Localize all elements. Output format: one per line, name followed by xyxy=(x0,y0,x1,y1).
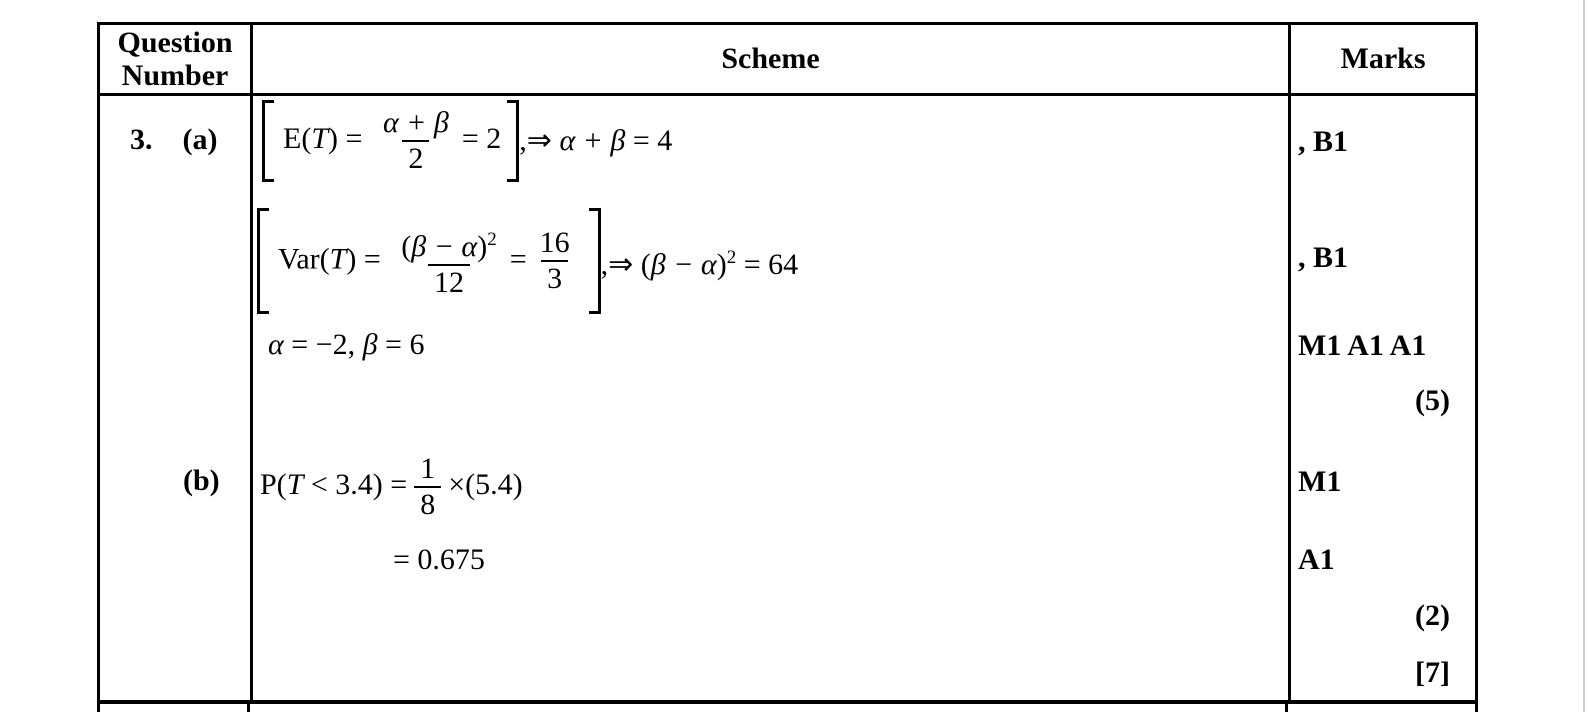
header-scheme xyxy=(253,25,1291,93)
marks-cell xyxy=(1291,96,1475,700)
eq-expectation-conclusion: ,⇒ α + β = 4 xyxy=(519,124,673,157)
bracket-right xyxy=(507,100,519,182)
fraction: $\frac{1}{8}$ xyxy=(414,452,441,522)
eq-variance-conclusion: ,⇒ $(\beta - \alpha)^2 = 64$ xyxy=(600,246,799,281)
table-continuation-stub xyxy=(97,704,100,712)
header-question-line1: Question xyxy=(117,26,233,59)
bracket-left xyxy=(262,100,274,182)
part-b-label: (b) xyxy=(183,464,220,497)
table-continuation-stub xyxy=(247,704,250,712)
mark-b1-second: , B1 xyxy=(1298,241,1349,274)
eq-expectation-line xyxy=(262,100,672,182)
table-continuation-stub xyxy=(1285,704,1288,712)
fraction: $\frac{\alpha + \beta}{2}$ xyxy=(382,106,449,175)
eq-alpha-beta-values: α = −2, β = 6 xyxy=(268,328,425,361)
part-a-label: (a) xyxy=(182,123,218,156)
eq-probability-inside: P(T < 3.4) = $\frac{1}{8}$ ×(5.4) xyxy=(260,452,523,521)
mark-b1-first: , B1 xyxy=(1298,125,1349,158)
scheme-cell xyxy=(253,96,1291,700)
table-continuation-stub xyxy=(1475,704,1478,712)
header-question-line2: Number xyxy=(121,59,229,92)
question-part-a-row xyxy=(130,123,217,157)
bracket-left xyxy=(257,208,269,314)
mark-m1a1a1: M1 A1 A1 xyxy=(1298,329,1427,362)
fraction: $\frac{(\beta - \alpha)^2}{12}$ xyxy=(401,228,497,299)
mark-a1: A1 xyxy=(1298,543,1335,576)
fraction: $\frac{16}{3}$ xyxy=(539,226,570,295)
header-row xyxy=(100,25,1475,96)
bracket-right xyxy=(589,208,601,314)
header-marks xyxy=(1291,25,1475,93)
header-marks-label: Marks xyxy=(1340,42,1426,75)
body-row xyxy=(100,96,1475,700)
question-number: 3. xyxy=(130,123,153,156)
header-scheme-label: Scheme xyxy=(721,42,820,75)
mark-scheme-table xyxy=(97,22,1478,704)
eq-variance-inside: Var(T) = $\frac{(\beta - \alpha)^2}{12}$ = $\frac{16}{3}$ xyxy=(278,223,583,300)
mark-total: [7] xyxy=(1415,656,1450,689)
mark-m1: M1 xyxy=(1298,465,1342,498)
eq-variance-line xyxy=(257,208,798,314)
question-cell xyxy=(100,96,253,700)
eq-expectation-inside: E(T) = $\frac{\alpha + \beta}{2}$ = 2 xyxy=(283,106,502,175)
mark-subtotal-b: (2) xyxy=(1415,599,1450,632)
mark-subtotal-a: (5) xyxy=(1415,384,1450,417)
page-edge-line xyxy=(1583,0,1585,712)
header-question-number xyxy=(100,25,253,93)
eq-probability-result: = 0.675 xyxy=(393,543,485,576)
eq-probability-line xyxy=(260,450,523,524)
